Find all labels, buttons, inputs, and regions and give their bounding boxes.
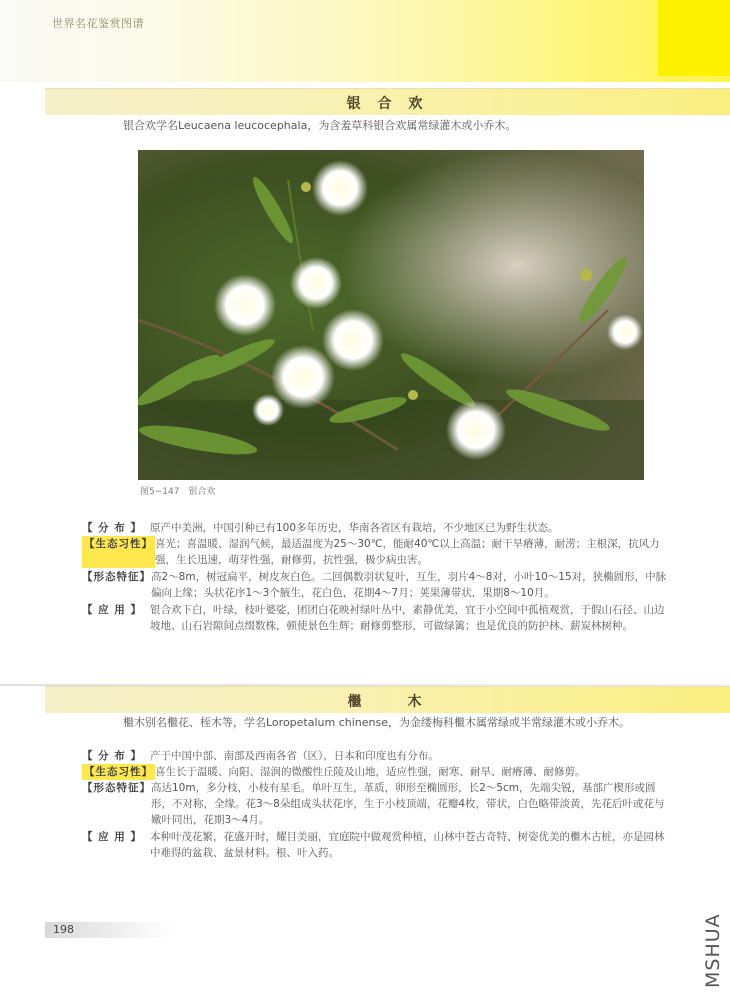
field-application [82, 602, 672, 634]
field-label: 【形态特征】 [82, 571, 151, 583]
book-title: 世界名花鉴赏图谱 [52, 17, 144, 30]
field-label: 【形态特征】 [82, 782, 151, 794]
field-text: 银合欢下白，叶绿，枝叶婆娑，团团白花映衬绿叶丛中，素静优美，宜于小空间中孤植观赏，于假山石径、山边坡地、山石岩隙间点缀数株，顿使景色生辉；耐修剪整形，可做绿篱；也是优良的防护林、薪炭林树种。 [150, 604, 665, 632]
puffball-flowers-image [138, 150, 644, 480]
flower-photo [138, 150, 644, 480]
header-corner-block [658, 0, 730, 76]
field-text: 原产中美洲，中国引种已有100多年历史，华南各省区有栽培，不少地区已为野生状态。 [150, 522, 559, 534]
field-text: 高2～8m，树冠扁平，树皮灰白色。二回偶数羽状复叶，互生，羽片4～8对，小叶10～15对，狭椭圆形，中脉偏向上缘；头状花序1～3个腋生，花白色，花期4～7月；荚果薄带状，果期8～10月。 [151, 571, 667, 599]
field-morphology [82, 569, 672, 601]
field-label: 【 应 用 】 [82, 604, 142, 616]
section-intro: 银合欢学名Leucaena leucocephala，为含羞草科银合欢属常绿灌木或小乔木。 [123, 119, 517, 132]
page-number: 198 [45, 922, 173, 938]
field-label: 【生态习性】 [82, 536, 155, 568]
field-ecology [82, 764, 672, 780]
figure-caption: 图5−147 银合欢 [140, 487, 216, 497]
field-label: 【 分 布 】 [82, 750, 142, 762]
section-title-band [45, 686, 730, 713]
field-label: 【 分 布 】 [82, 522, 142, 534]
field-application [82, 829, 672, 861]
field-morphology [82, 780, 672, 828]
header-band [0, 0, 730, 82]
section-title: 檵 木 [347, 694, 428, 710]
field-distribution [82, 748, 672, 764]
watermark-logo [700, 880, 724, 990]
field-text: 喜生长于温暖、向阳、湿润的微酸性丘陵及山地，适应性强，耐寒、耐旱、耐瘠薄、耐修剪。 [155, 766, 586, 778]
section-title: 银 合 欢 [346, 96, 429, 112]
field-text: 本种叶茂花繁，花盛开时，耀目美丽，宜庭院中做观赏种植，山林中苍古奇特、树姿优美的檵木古桩，亦是园林中难得的盆栽、盆景材料。根、叶入药。 [150, 831, 665, 859]
field-ecology [82, 536, 672, 568]
watermark-text: MSHUA [702, 913, 724, 988]
field-text: 高达10m，多分枝，小枝有星毛。单叶互生，革质，卵形至椭圆形，长2～5cm，先端尖锐，基部广楔形或圆形，不对称，全缘。花3～8朵组成头状花序，生于小枝顶端，花瓣4枚，带状，白色略带淡黄，先花后叶或花与嫩叶同出，花期3～4月。 [151, 782, 665, 826]
field-label: 【生态习性】 [84, 766, 153, 778]
section-title-band [45, 88, 730, 115]
field-text: 喜光；喜温暖、湿润气候，最适温度为25～30℃，能耐40℃以上高温；耐干旱瘠薄，耐涝；主根深，抗风力强，生长迅速，萌芽性强，耐修剪，抗性强，极少病虫害。 [155, 538, 660, 566]
field-label: 【 应 用 】 [82, 831, 142, 843]
field-text: 产于中国中部、南部及西南各省（区），日本和印度也有分布。 [150, 750, 439, 762]
field-distribution [82, 520, 672, 536]
section-intro: 檵木别名檵花、桎木等，学名Loropetalum chinense，为金缕梅科檵木属常绿或半常绿灌木或小乔木。 [123, 716, 631, 729]
